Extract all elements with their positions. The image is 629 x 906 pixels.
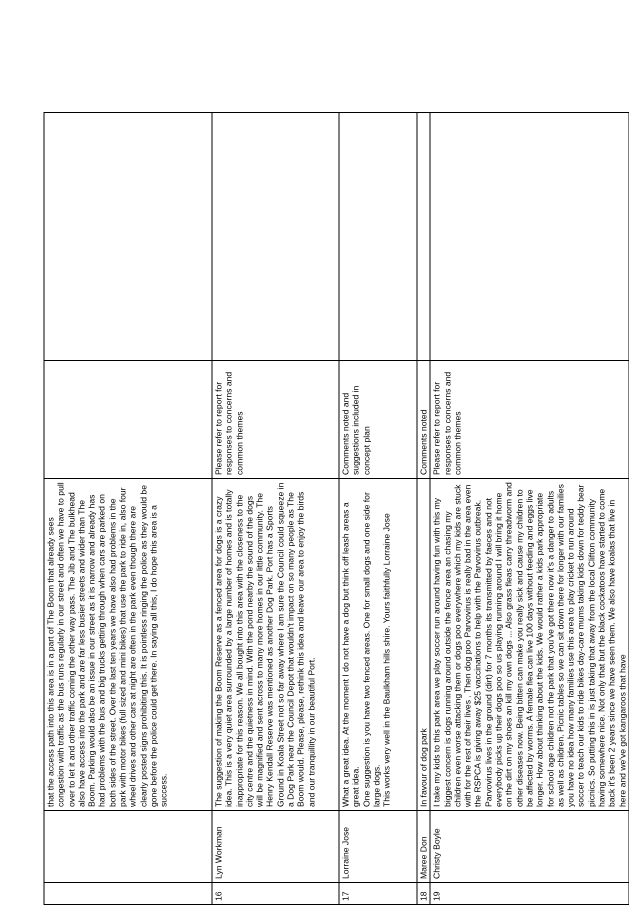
submitter-name: Lyn Workman bbox=[212, 811, 339, 883]
submitter-name: Lorraine Jose bbox=[339, 811, 417, 883]
row-number: 16 bbox=[212, 883, 339, 905]
table-row bbox=[44, 113, 212, 905]
council-response: Please refer to report for responses to concerns and common themes bbox=[430, 361, 629, 479]
council-response bbox=[44, 361, 212, 479]
submission-comment bbox=[339, 479, 417, 811]
submission-comment bbox=[44, 479, 212, 811]
row-number: 18 bbox=[417, 883, 430, 905]
table-row bbox=[430, 113, 629, 905]
council-response: Comments noted bbox=[417, 361, 430, 479]
comment-paragraph: In favour of dog park bbox=[418, 728, 429, 807]
comment-paragraph: The suggestion of making the Boom Reserve as a fenced area for dogs is a crazy idea. This is a very quiet area surrounded by a large number of homes and is totally inappropriate for this reason. We all bought into this area with the closeness to the city centre and the quietness in mind. With the pond nearby the sound of the dogs will be magnified and sent across to many more homes in our little community. The Henry Kendall Reserve was mentioned as another Dog Park. Port has a Sports Ground in Koala Street not so far away where I am sure the Council could squeeze in a Dog Park near the Council Depot that wouldn't impact on so many people as The Boom would. Please, please, rethink this idea and leave our area to enjoy the birds and our tranquillity in our beautiful Port. bbox=[213, 482, 317, 807]
empty-cell bbox=[430, 113, 629, 361]
submission-comment bbox=[430, 479, 629, 811]
row-number bbox=[44, 883, 212, 905]
row-number: 17 bbox=[339, 883, 417, 905]
comment-paragraph: I take my kids to this park area we play soccer run around having fun with this my biggest concern is dogs running around outside the fence area an chasing my children even worse attacking them or dogs poo everywhere which my kids are stuck with for the rest of their lives . Then dog poo Parvovirus is really bad in the area even the RSPCA is giving away $25 vaccinations to help with the Parvovirus outbreak. Parvovirus lives in the ground (dirt) for 7 months its transmitted by faeces and not everybody picks up their dogs poo so us playing running around I will bring it home on the dirt on my shoes an kill my own dogs ... Also grass fleas carry threadworm and other diseases now. Being bitten can make you really sick and cause my children to be affected by worms. A female flea can live 100 days without feeding and eggs live longer. How about thinking about the kids. We would rather a kids park appropriate for school age children not the park that you've got there now it's a danger to adults as well as children. Picnic tables so we can sit down there for longer with our families you have no idea how many families use this area to play cricket to run around soccer to teach our kids to ride bikes day-care mums taking kids down for teddy bear picnics. So putting this in is just taking that away from the local Clifton community having somewhere nice. Not only that but the black cockatoos have started to come back it's been 2 years since we have seen them. We also have koalas that live in here and we've got kangaroos that have bbox=[431, 482, 628, 807]
comment-paragraph: What a great idea. At the moment I do not have a dog but think off leash areas a great idea. bbox=[340, 502, 361, 807]
empty-cell bbox=[417, 113, 430, 361]
submitter-name bbox=[44, 811, 212, 883]
comment-paragraph: One suggestion is you have two fenced areas. One for small dogs and one side for large dogs. bbox=[361, 492, 382, 807]
table-row bbox=[339, 113, 417, 905]
table-row bbox=[212, 113, 339, 905]
submission-comment bbox=[417, 479, 430, 811]
empty-cell bbox=[212, 113, 339, 361]
comment-paragraph: that the access path into this area is in a part of The Boom that already sees congestion with traffic as the bus runs regularly in our street and often we have to pull over to let it and other traffic coming the other way pass. The Jib and The bulkhead also have access into the park and are far less busier streets and wider than The Boom. Parking would also be an issue in our street as it is narrow and already has had problems with the bus and big trucks getting through when cars are parked on both sides of the street. Over the last ten years we have also had problems in the park with motor bikes (full sized and mini bikes) that use the park to ride in, also four wheel drives and other cars at night are often in the park even though there are clearly posted signs prohibiting this. It is pointless ringing the police as they would be gone before the police could get there. In saying all this, I do hope this area is a success. bbox=[45, 482, 169, 807]
empty-cell bbox=[339, 113, 417, 361]
submitter-name: Maree Don bbox=[417, 811, 430, 883]
submissions-table bbox=[44, 112, 629, 905]
empty-cell bbox=[44, 113, 212, 361]
submission-comment bbox=[212, 479, 339, 811]
council-response: Comments noted and suggestions included in concept plan bbox=[339, 361, 417, 479]
submitter-name: Christy Boyle bbox=[430, 811, 629, 883]
row-number: 19 bbox=[430, 883, 629, 905]
comment-paragraph: This works very well in the Baulkham hills shire. Yours faithfully Lorraine Jose bbox=[381, 513, 392, 807]
table-row bbox=[417, 113, 430, 905]
rotated-page bbox=[44, 113, 628, 905]
council-response: Please refer to report for responses to concerns and common themes bbox=[212, 361, 339, 479]
